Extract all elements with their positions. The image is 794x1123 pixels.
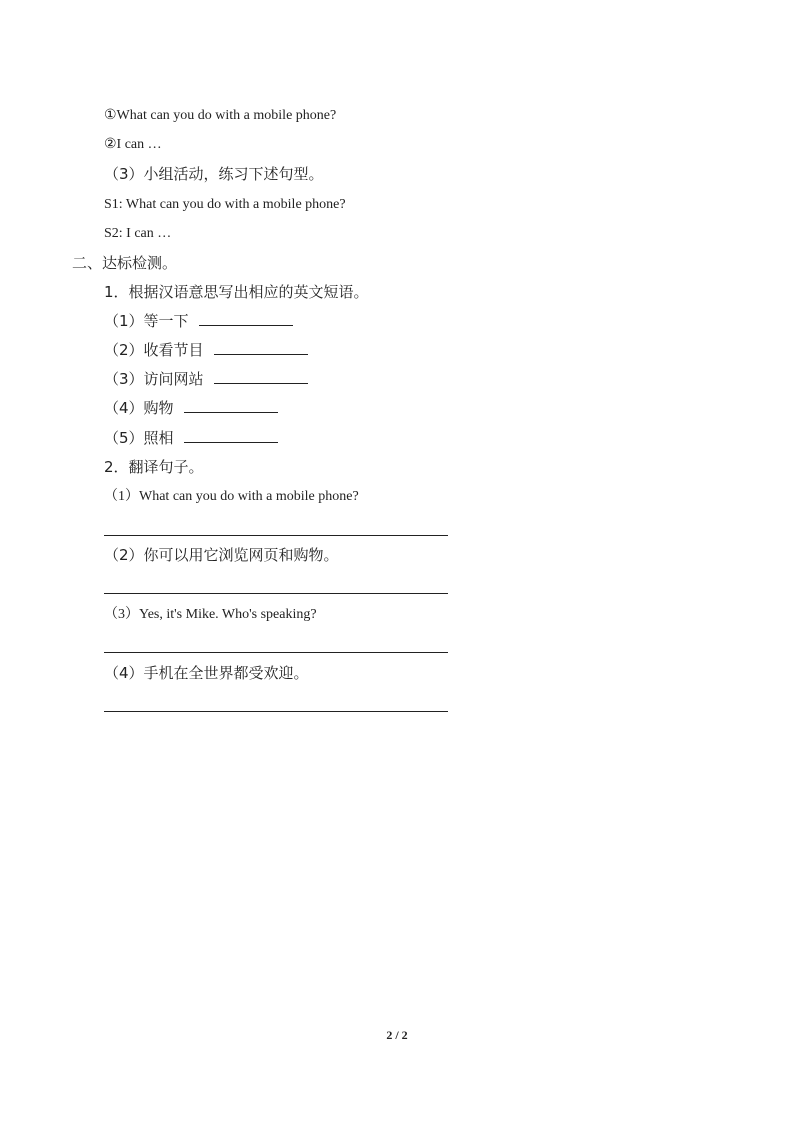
question-what-can-you-do: ①What can you do with a mobile phone? xyxy=(104,108,337,123)
answer-line[interactable] xyxy=(104,652,448,653)
page-number: 2 / 2 xyxy=(386,1028,408,1042)
answer-line[interactable] xyxy=(104,711,448,712)
answer-blank[interactable] xyxy=(199,313,293,326)
exercise1-title: 1．根据汉语意思写出相应的英文短语。 xyxy=(104,283,369,301)
answer-blank[interactable] xyxy=(184,430,278,443)
phrase-label: （2）收看节目 xyxy=(104,341,204,359)
answer-i-can: ②I can … xyxy=(104,137,162,152)
answer-blank[interactable] xyxy=(214,342,308,355)
phrase-label: （4）购物 xyxy=(104,399,174,417)
section-heading: 二、达标检测。 xyxy=(72,254,178,272)
translate-item: （2）你可以用它浏览网页和购物。 xyxy=(104,546,339,564)
answer-blank[interactable] xyxy=(184,400,278,413)
dialogue-s1: S1: What can you do with a mobile phone? xyxy=(104,197,346,212)
translate-item: （3）Yes, it's Mike. Who's speaking? xyxy=(104,607,317,622)
translate-item: （1）What can you do with a mobile phone? xyxy=(104,489,359,504)
phrase-item xyxy=(104,312,293,330)
phrase-label: （1）等一下 xyxy=(104,312,189,330)
phrase-label: （5）照相 xyxy=(104,429,174,447)
phrase-item xyxy=(104,341,308,359)
phrase-item xyxy=(104,370,308,388)
phrase-label: （3）访问网站 xyxy=(104,370,204,388)
translate-item: （4）手机在全世界都受欢迎。 xyxy=(104,664,309,682)
dialogue-s2: S2: I can … xyxy=(104,226,172,241)
phrase-item xyxy=(104,429,278,447)
answer-line[interactable] xyxy=(104,535,448,536)
exercise2-title: 2．翻译句子。 xyxy=(104,458,204,476)
group-activity-instruction: （3）小组活动，练习下述句型。 xyxy=(104,165,324,183)
answer-blank[interactable] xyxy=(214,371,308,384)
phrase-item xyxy=(104,399,278,417)
answer-line[interactable] xyxy=(104,593,448,594)
